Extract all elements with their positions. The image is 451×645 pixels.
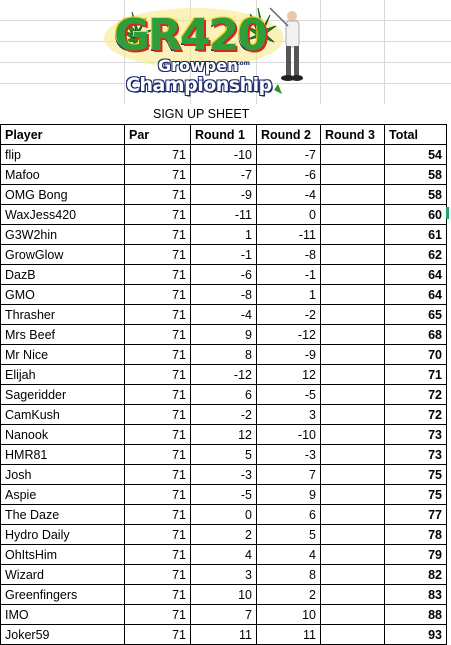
par-cell[interactable]: 71 xyxy=(125,265,191,285)
total-cell[interactable]: 83 xyxy=(385,585,447,605)
championship-logo xyxy=(102,4,312,104)
player-cell[interactable]: GMO xyxy=(1,285,125,305)
player-cell[interactable]: Joker59 xyxy=(1,625,125,645)
table-row xyxy=(1,325,447,345)
sheet-gridline xyxy=(320,0,321,104)
round1-cell[interactable]: -1 xyxy=(191,245,257,265)
par-cell[interactable]: 71 xyxy=(125,345,191,365)
par-cell[interactable]: 71 xyxy=(125,385,191,405)
round2-cell[interactable]: 8 xyxy=(257,565,321,585)
round2-cell[interactable]: 9 xyxy=(257,485,321,505)
par-cell[interactable]: 71 xyxy=(125,485,191,505)
player-cell[interactable]: Greenfingers xyxy=(1,585,125,605)
par-cell[interactable]: 71 xyxy=(125,405,191,425)
total-cell[interactable]: 75 xyxy=(385,485,447,505)
player-cell[interactable]: Wizard xyxy=(1,565,125,585)
round2-cell[interactable]: 4 xyxy=(257,545,321,565)
round1-cell[interactable]: 10 xyxy=(191,585,257,605)
round3-cell[interactable] xyxy=(321,245,385,265)
round3-cell[interactable] xyxy=(321,485,385,505)
total-cell[interactable]: 78 xyxy=(385,525,447,545)
player-cell[interactable]: Thrasher xyxy=(1,305,125,325)
total-cell[interactable]: 64 xyxy=(385,285,447,305)
total-cell[interactable]: 64 xyxy=(385,265,447,285)
round2-cell[interactable]: 7 xyxy=(257,465,321,485)
round1-cell[interactable]: -11 xyxy=(191,205,257,225)
round3-cell[interactable] xyxy=(321,385,385,405)
round2-cell[interactable]: 11 xyxy=(257,625,321,645)
table-row xyxy=(1,405,447,425)
total-cell[interactable]: 62 xyxy=(385,245,447,265)
table-row xyxy=(1,585,447,605)
round3-cell[interactable] xyxy=(321,145,385,165)
player-cell[interactable]: DazB xyxy=(1,265,125,285)
round3-cell[interactable] xyxy=(321,165,385,185)
player-cell[interactable]: The Daze xyxy=(1,505,125,525)
total-cell[interactable]: 88 xyxy=(385,605,447,625)
player-cell[interactable]: Hydro Daily xyxy=(1,525,125,545)
table-row xyxy=(1,385,447,405)
header-cell[interactable]: Player xyxy=(1,125,125,145)
table-row xyxy=(1,605,447,625)
header-row xyxy=(1,125,447,145)
par-cell[interactable]: 71 xyxy=(125,225,191,245)
round2-cell[interactable]: 3 xyxy=(257,405,321,425)
round2-cell[interactable]: -4 xyxy=(257,185,321,205)
table-row xyxy=(1,425,447,445)
total-cell[interactable]: 65 xyxy=(385,305,447,325)
par-cell[interactable]: 71 xyxy=(125,325,191,345)
round3-cell[interactable] xyxy=(321,185,385,205)
player-cell[interactable]: Mr Nice xyxy=(1,345,125,365)
round1-cell[interactable]: -7 xyxy=(191,165,257,185)
round1-cell[interactable]: -5 xyxy=(191,485,257,505)
round3-cell[interactable] xyxy=(321,605,385,625)
total-cell[interactable]: 60 xyxy=(385,205,447,225)
par-cell[interactable]: 71 xyxy=(125,525,191,545)
table-row xyxy=(1,465,447,485)
player-cell[interactable]: Nanook xyxy=(1,425,125,445)
round3-cell[interactable] xyxy=(321,505,385,525)
round2-cell[interactable]: 2 xyxy=(257,585,321,605)
par-cell[interactable]: 71 xyxy=(125,625,191,645)
round1-cell[interactable]: 0 xyxy=(191,505,257,525)
caption-row xyxy=(0,105,451,123)
table-row xyxy=(1,365,447,385)
header-cell[interactable]: Round 3 xyxy=(321,125,385,145)
table-row xyxy=(1,145,447,165)
par-cell[interactable]: 71 xyxy=(125,505,191,525)
player-cell[interactable]: Sageridder xyxy=(1,385,125,405)
round1-cell[interactable]: -4 xyxy=(191,305,257,325)
par-cell[interactable]: 71 xyxy=(125,285,191,305)
round1-cell[interactable]: 8 xyxy=(191,345,257,365)
table-row xyxy=(1,285,447,305)
table-row xyxy=(1,205,447,225)
player-cell[interactable]: CamKush xyxy=(1,405,125,425)
round2-cell[interactable]: 10 xyxy=(257,605,321,625)
round2-cell[interactable]: -6 xyxy=(257,165,321,185)
total-cell[interactable]: 73 xyxy=(385,425,447,445)
total-cell[interactable]: 82 xyxy=(385,565,447,585)
total-cell[interactable]: 54 xyxy=(385,145,447,165)
round2-cell[interactable]: -3 xyxy=(257,445,321,465)
round3-cell[interactable] xyxy=(321,345,385,365)
player-cell[interactable]: WaxJess420 xyxy=(1,205,125,225)
round1-cell[interactable]: 7 xyxy=(191,605,257,625)
round1-cell[interactable]: -6 xyxy=(191,265,257,285)
round3-cell[interactable] xyxy=(321,585,385,605)
round3-cell[interactable] xyxy=(321,625,385,645)
table-row xyxy=(1,165,447,185)
player-cell[interactable]: Josh xyxy=(1,465,125,485)
player-cell[interactable]: IMO xyxy=(1,605,125,625)
total-cell[interactable]: 71 xyxy=(385,365,447,385)
header-cell[interactable]: Round 1 xyxy=(191,125,257,145)
round1-cell[interactable]: -9 xyxy=(191,185,257,205)
header-banner xyxy=(0,0,451,104)
player-cell[interactable]: GrowGlow xyxy=(1,245,125,265)
table-row xyxy=(1,625,447,645)
par-cell[interactable]: 71 xyxy=(125,205,191,225)
round3-cell[interactable] xyxy=(321,325,385,345)
total-cell[interactable]: 70 xyxy=(385,345,447,365)
total-cell[interactable]: 93 xyxy=(385,625,447,645)
round2-cell[interactable]: -5 xyxy=(257,385,321,405)
table-row xyxy=(1,565,447,585)
total-cell[interactable]: 72 xyxy=(385,405,447,425)
table-row xyxy=(1,345,447,365)
par-cell[interactable]: 71 xyxy=(125,605,191,625)
total-cell[interactable]: 75 xyxy=(385,465,447,485)
scores-table xyxy=(0,124,447,645)
sheet-gridline xyxy=(384,0,385,104)
par-cell[interactable]: 71 xyxy=(125,545,191,565)
round1-cell[interactable]: -10 xyxy=(191,145,257,165)
total-cell[interactable]: 73 xyxy=(385,445,447,465)
player-cell[interactable]: Elijah xyxy=(1,365,125,385)
total-cell[interactable]: 68 xyxy=(385,325,447,345)
player-cell[interactable]: OhItsHim xyxy=(1,545,125,565)
sheet-caption: SIGN UP SHEET xyxy=(153,107,250,121)
table-row xyxy=(1,545,447,565)
round2-cell[interactable]: -2 xyxy=(257,305,321,325)
round1-cell[interactable]: 4 xyxy=(191,545,257,565)
logo-mark: com xyxy=(236,60,250,67)
round2-cell[interactable]: -9 xyxy=(257,345,321,365)
round2-cell[interactable]: 6 xyxy=(257,505,321,525)
round3-cell[interactable] xyxy=(321,205,385,225)
round3-cell[interactable] xyxy=(321,525,385,545)
header-cell[interactable]: Par xyxy=(125,125,191,145)
round2-cell[interactable]: 5 xyxy=(257,525,321,545)
round2-cell[interactable]: -7 xyxy=(257,145,321,165)
total-cell[interactable]: 61 xyxy=(385,225,447,245)
round2-cell[interactable]: -1 xyxy=(257,265,321,285)
par-cell[interactable]: 71 xyxy=(125,585,191,605)
total-cell[interactable]: 58 xyxy=(385,185,447,205)
table-row xyxy=(1,185,447,205)
round2-cell[interactable]: 1 xyxy=(257,285,321,305)
round1-cell[interactable]: 5 xyxy=(191,445,257,465)
round2-cell[interactable]: -8 xyxy=(257,245,321,265)
player-cell[interactable]: Aspie xyxy=(1,485,125,505)
total-cell[interactable]: 58 xyxy=(385,165,447,185)
round3-cell[interactable] xyxy=(321,365,385,385)
table-row xyxy=(1,445,447,465)
round2-cell[interactable]: -12 xyxy=(257,325,321,345)
round1-cell[interactable]: -12 xyxy=(191,365,257,385)
table-row xyxy=(1,265,447,285)
par-cell[interactable]: 71 xyxy=(125,465,191,485)
round2-cell[interactable]: 0 xyxy=(257,205,321,225)
par-cell[interactable]: 71 xyxy=(125,445,191,465)
logo-line1: Growpen xyxy=(158,56,239,75)
total-cell[interactable]: 77 xyxy=(385,505,447,525)
player-cell[interactable]: HMR81 xyxy=(1,445,125,465)
round3-cell[interactable] xyxy=(321,265,385,285)
logo-line2: Championship xyxy=(126,74,272,96)
table-row xyxy=(1,225,447,245)
round2-cell[interactable]: -11 xyxy=(257,225,321,245)
par-cell[interactable]: 71 xyxy=(125,365,191,385)
selection-handle[interactable] xyxy=(446,207,449,219)
round3-cell[interactable] xyxy=(321,565,385,585)
round3-cell[interactable] xyxy=(321,465,385,485)
par-cell[interactable]: 71 xyxy=(125,305,191,325)
round1-cell[interactable]: 2 xyxy=(191,525,257,545)
round1-cell[interactable]: 3 xyxy=(191,565,257,585)
par-cell[interactable]: 71 xyxy=(125,185,191,205)
player-cell[interactable]: Mafoo xyxy=(1,165,125,185)
player-cell[interactable]: G3W2hin xyxy=(1,225,125,245)
round2-cell[interactable]: -10 xyxy=(257,425,321,445)
round1-cell[interactable]: 11 xyxy=(191,625,257,645)
round1-cell[interactable]: 1 xyxy=(191,225,257,245)
player-cell[interactable]: OMG Bong xyxy=(1,185,125,205)
table-row xyxy=(1,485,447,505)
player-cell[interactable]: flip xyxy=(1,145,125,165)
header-cell[interactable]: Total xyxy=(385,125,447,145)
round3-cell[interactable] xyxy=(321,425,385,445)
player-cell[interactable]: Mrs Beef xyxy=(1,325,125,345)
round3-cell[interactable] xyxy=(321,225,385,245)
par-cell[interactable]: 71 xyxy=(125,245,191,265)
round3-cell[interactable] xyxy=(321,405,385,425)
round1-cell[interactable]: -2 xyxy=(191,405,257,425)
table-row xyxy=(1,245,447,265)
header-cell[interactable]: Round 2 xyxy=(257,125,321,145)
round3-cell[interactable] xyxy=(321,305,385,325)
par-cell[interactable]: 71 xyxy=(125,565,191,585)
round2-cell[interactable]: 12 xyxy=(257,365,321,385)
round1-cell[interactable]: 6 xyxy=(191,385,257,405)
table-row xyxy=(1,305,447,325)
round1-cell[interactable]: -3 xyxy=(191,465,257,485)
total-cell[interactable]: 72 xyxy=(385,385,447,405)
round1-cell[interactable]: 12 xyxy=(191,425,257,445)
round3-cell[interactable] xyxy=(321,285,385,305)
table-row xyxy=(1,525,447,545)
logo-letters: GR420 xyxy=(114,10,266,61)
round3-cell[interactable] xyxy=(321,445,385,465)
table-row xyxy=(1,505,447,525)
par-cell[interactable]: 71 xyxy=(125,165,191,185)
round3-cell[interactable] xyxy=(321,545,385,565)
par-cell[interactable]: 71 xyxy=(125,145,191,165)
round1-cell[interactable]: -8 xyxy=(191,285,257,305)
round1-cell[interactable]: 9 xyxy=(191,325,257,345)
total-cell[interactable]: 79 xyxy=(385,545,447,565)
par-cell[interactable]: 71 xyxy=(125,425,191,445)
